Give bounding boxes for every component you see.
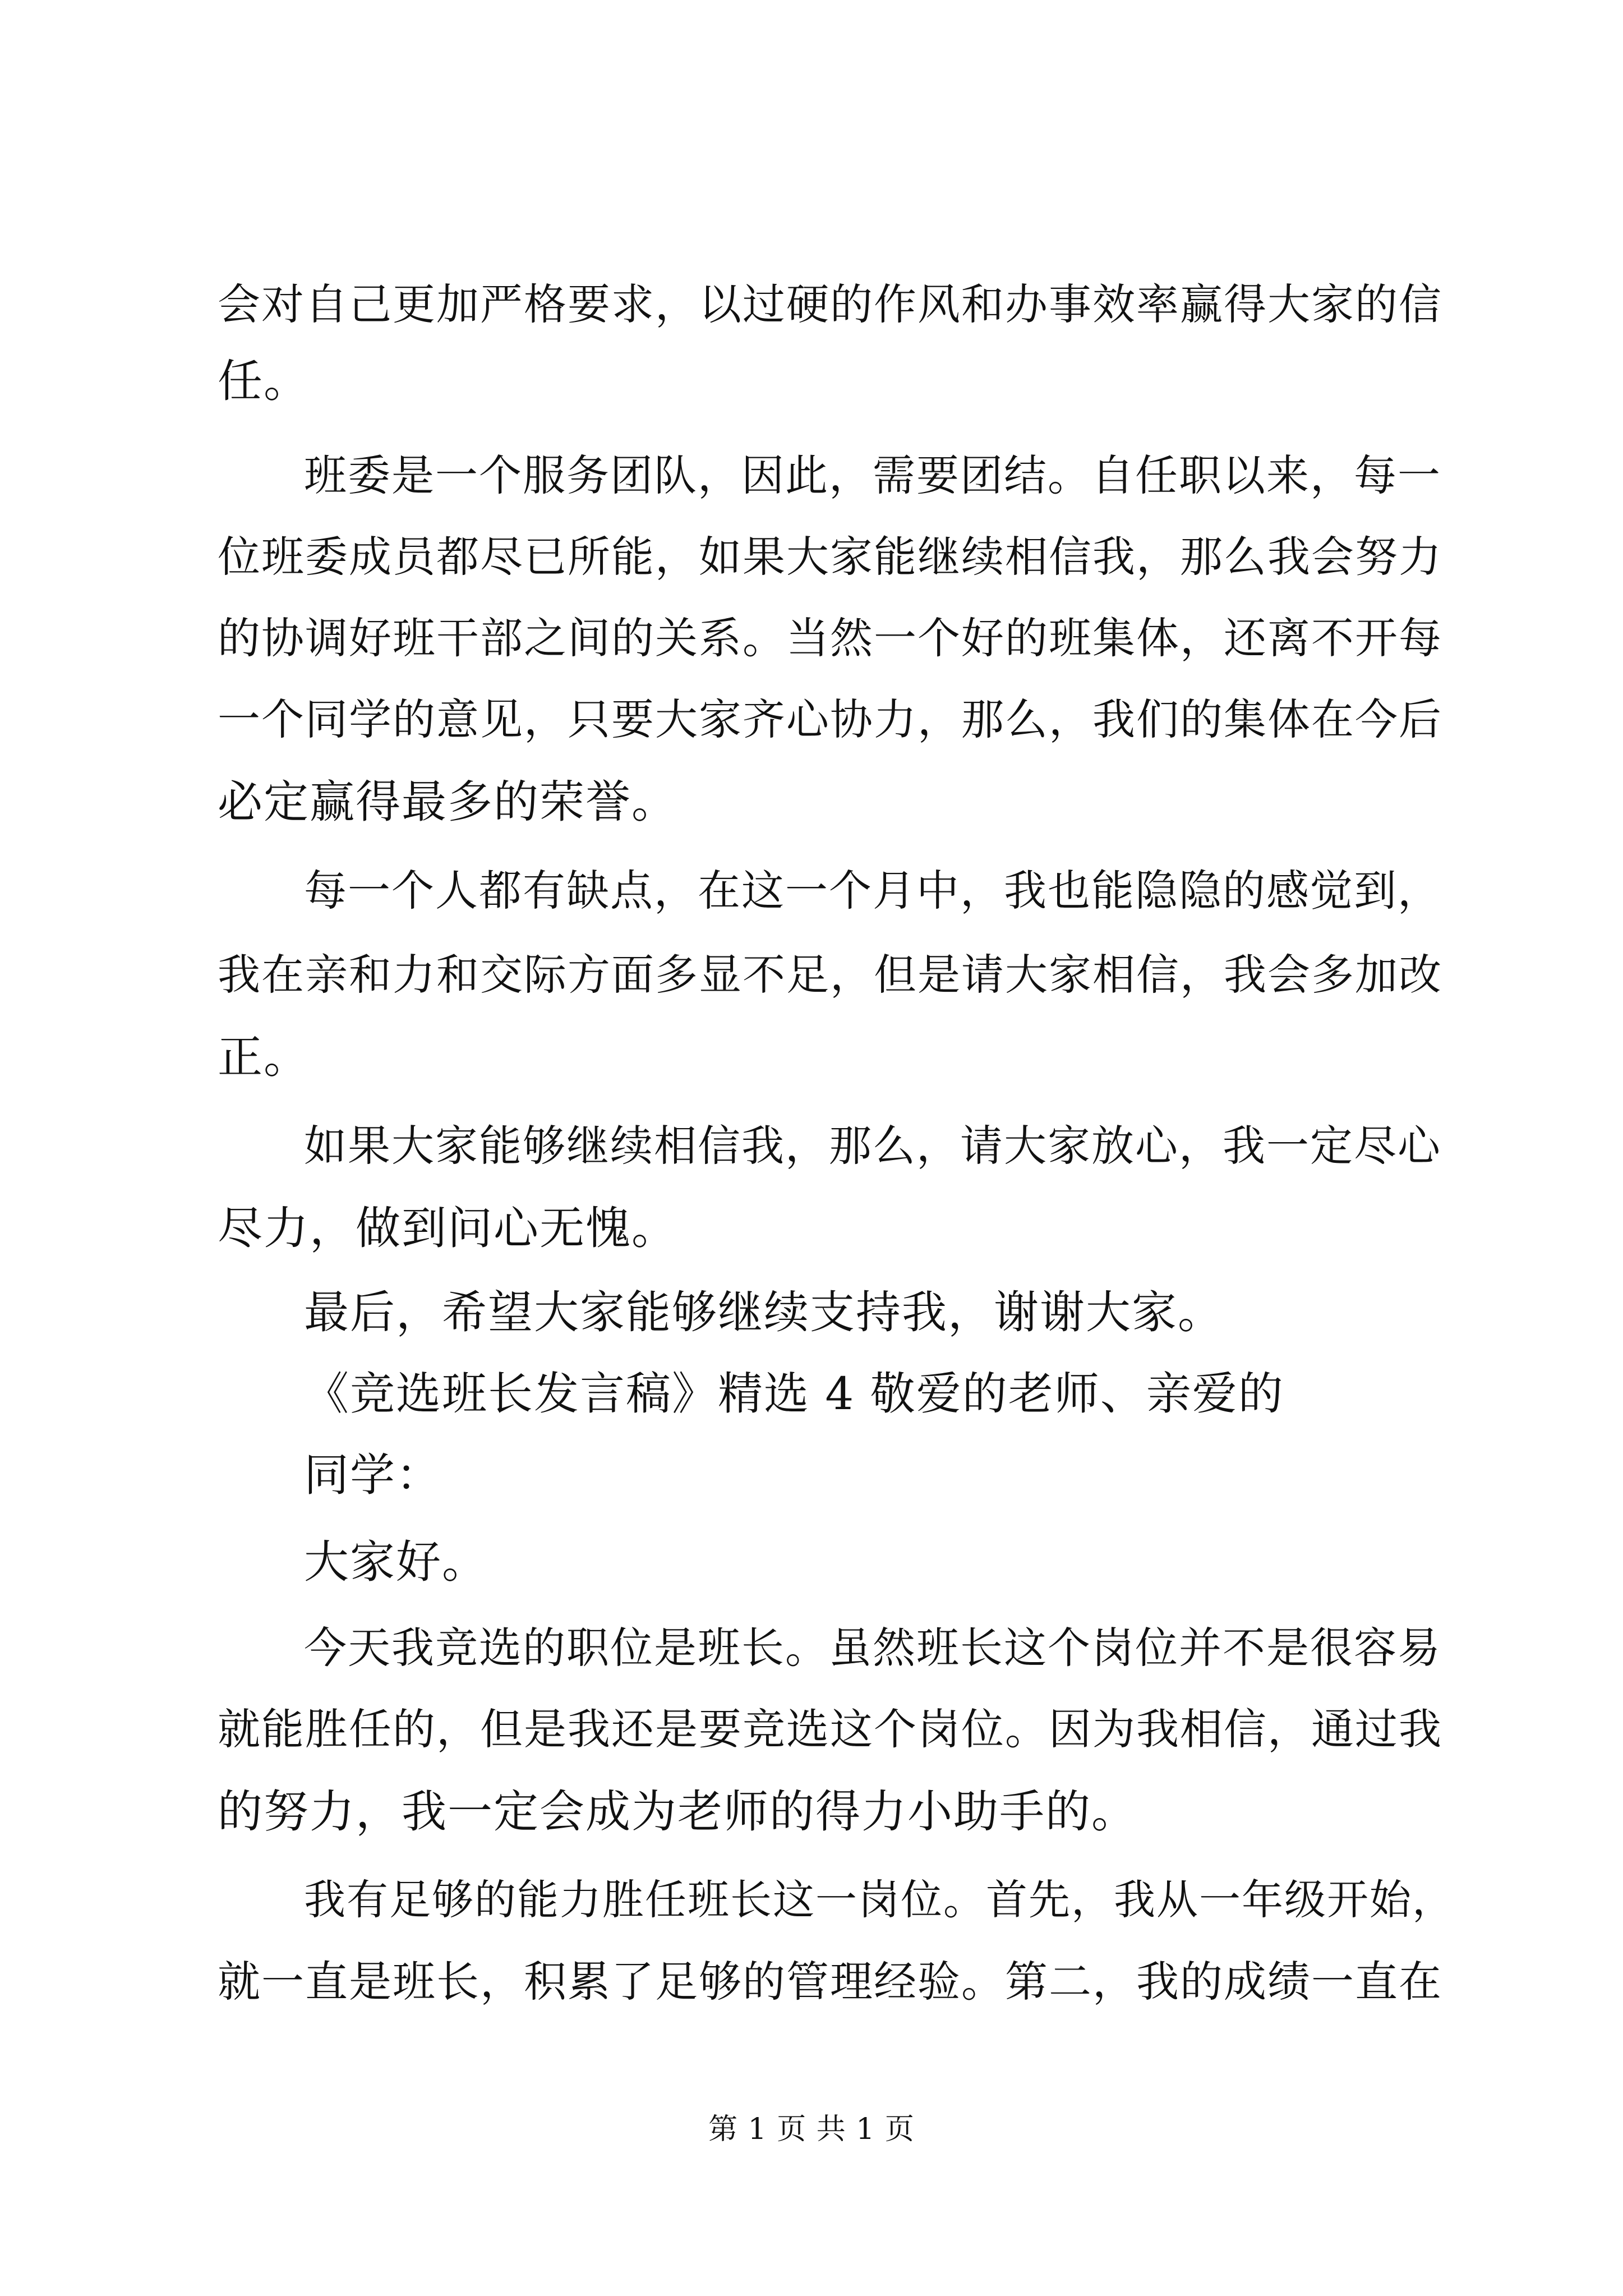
line-text: 最后，希望大家能够继续支持我，谢谢大家。 [304,1286,1224,1338]
line-text: 每一个人都有缺点，在这一个月中，我也能隐隐的感觉到， [304,866,1441,915]
line-text: 大家好。 [304,1536,488,1588]
text-line-13 [304,1286,1224,1338]
line-text: 我有足够的能力胜任班长这一岗位。首先，我从一年级开始， [304,1876,1455,1924]
section-heading [304,1368,1284,1420]
text-line-2 [218,355,310,407]
text-line-9 [218,950,1442,1000]
line-text: 任。 [218,355,310,407]
line-text: 的协调好班干部之间的关系。当然一个好的班集体，还离不开每 [218,613,1442,663]
line-text: 就一直是班长，积累了足够的管理经验。第二，我的成绩一直在 [218,1957,1442,2007]
line-text: 班委是一个服务团队，因此，需要团结。自任职以来，每一 [304,450,1441,500]
line-text: 的努力，我一定会成为老师的得力小助手的。 [218,1786,1137,1838]
line-text: 今天我竞选的职位是班长。虽然班长这个岗位并不是很容易 [304,1623,1441,1673]
page-number: 第 1 页 共 1 页 [708,2113,915,2146]
line-text: 我在亲和力和交际方面多显不足，但是请大家相信，我会多加改 [218,950,1442,1000]
line-text: 正。 [218,1031,310,1083]
line-text: 一个同学的意见，只要大家齐心协力，那么，我们的集体在今后 [218,694,1442,744]
line-text: 尽力，做到问心无愧。 [218,1202,677,1254]
text-line-3 [304,450,1441,500]
text-line-12 [218,1202,677,1254]
line-text: 位班委成员都尽已所能，如果大家能继续相信我，那么我会努力 [218,532,1442,582]
line-text: 必定赢得最多的荣誉。 [218,776,677,828]
text-line-11 [304,1121,1441,1171]
page-footer [0,2115,1623,2144]
text-line-6 [218,694,1442,744]
line-text: 会对自己更加严格要求，以过硬的作风和办事效率赢得大家的信 [218,279,1442,329]
text-line-8 [304,866,1441,915]
text-line-20 [304,1876,1455,1924]
text-line-5 [218,613,1442,663]
text-line-10 [218,1031,310,1083]
text-line-7 [218,776,677,828]
line-text: 同学： [304,1449,442,1501]
text-line-17 [304,1623,1441,1673]
text-line-18 [218,1704,1442,1754]
text-line-19 [218,1786,1137,1838]
text-line-21 [218,1957,1442,2007]
text-line-1 [218,279,1442,329]
text-line-15 [304,1449,442,1501]
line-text: 就能胜任的，但是我还是要竞选这个岗位。因为我相信，通过我 [218,1704,1442,1754]
text-line-16 [304,1536,488,1588]
line-text: 如果大家能够继续相信我，那么，请大家放心，我一定尽心 [304,1121,1441,1171]
text-line-4 [218,532,1442,582]
line-text: 《竞选班长发言稿》精选 4 敬爱的老师、亲爱的 [304,1368,1284,1420]
